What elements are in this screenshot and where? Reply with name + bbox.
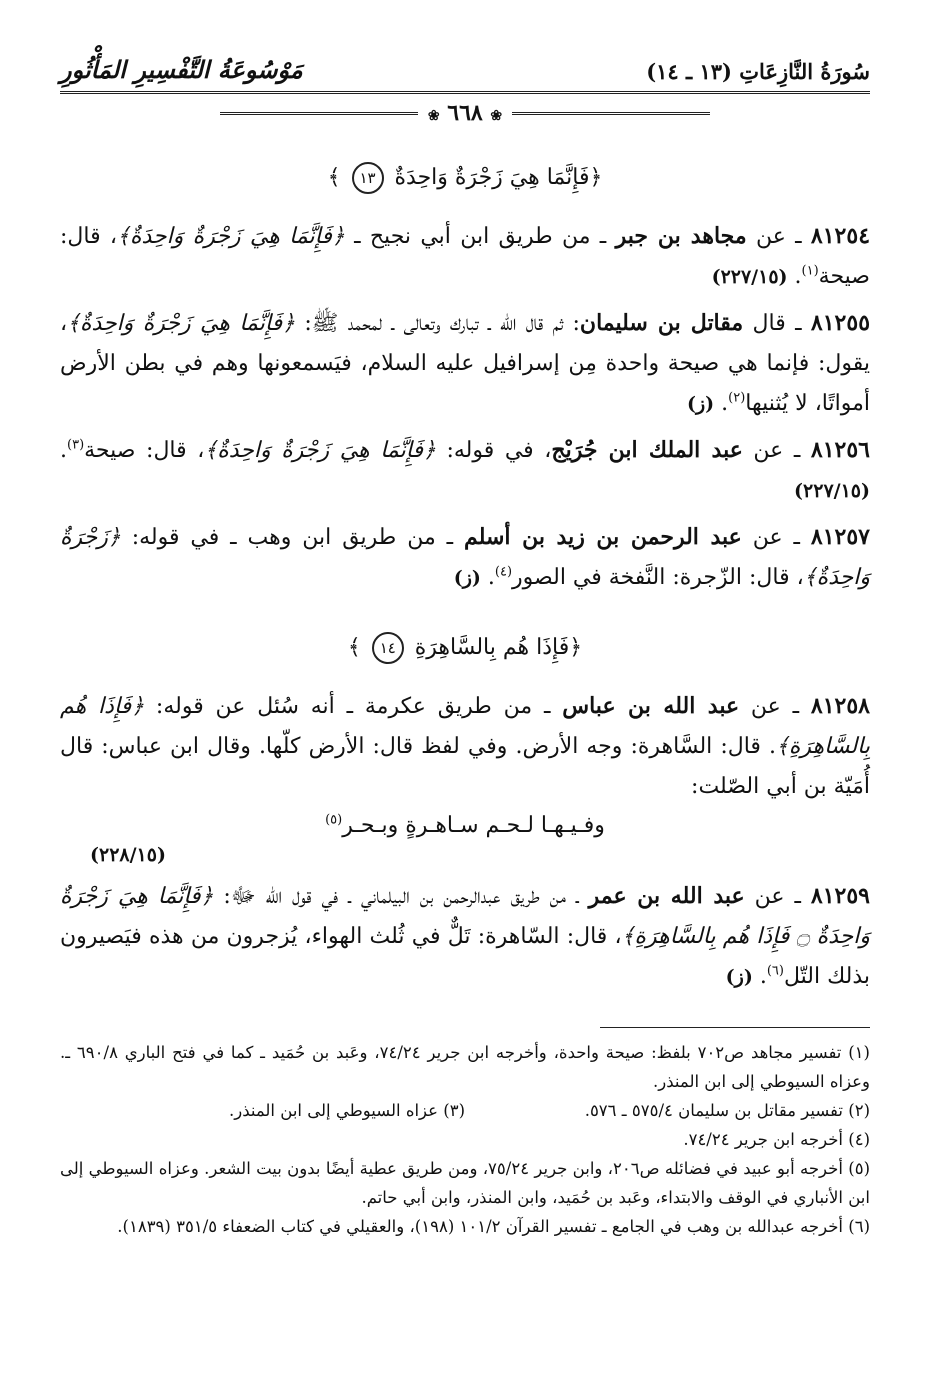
- footnote-3: (٣) عزاه السيوطي إلى ابن المنذر.: [229, 1101, 465, 1120]
- footnote-separator: [600, 1027, 870, 1028]
- footnote-marker[interactable]: (١): [801, 263, 819, 279]
- narration-entry: [60, 216, 870, 297]
- narration-entry: [60, 876, 870, 997]
- page-number-row: [60, 98, 870, 128]
- ornament-icon: ❀: [427, 108, 440, 124]
- entry-text: .: [714, 391, 729, 416]
- footnote-6: (٦) أخرجه عبدالله بن وهب في الجامع ـ تفسير القرآن ١٠١/٢ (١٩٨)، والعقيلي في كتاب الضعفاء ٣٥١/٥ (١٨٣٩).: [117, 1217, 870, 1236]
- narrator-name: عبد الملك ابن جُرَيْج: [551, 437, 743, 463]
- footnote-marker[interactable]: (٥): [325, 812, 343, 828]
- verse-text: ﴿فَإِذَا هُم بِالسَّاهِرَةِ: [414, 635, 583, 660]
- entry-text: ـ من طريق عكرمة ـ أنه سُئل عن قوله:: [144, 694, 563, 719]
- verse-close: ﴾: [347, 635, 361, 660]
- footnote-marker[interactable]: (٤): [494, 564, 513, 580]
- verse-number-badge: ١٤: [372, 632, 404, 664]
- poetry-verse: [60, 813, 870, 838]
- entry-intro: ـ عن: [744, 884, 811, 909]
- quran-quote: ﴿فَإِنَّمَا هِيَ زَجْرَةٌ وَاحِدَةٌ﴾: [117, 224, 345, 249]
- footnotes: [60, 1038, 870, 1241]
- footnote-4: (٤) أخرجه ابن جرير ٧٤/٢٤.: [683, 1130, 870, 1149]
- entry-text: . قال: السَّاهرة: وجه الأرض. وفي لفظ قال: الأرض كلّها. وقال ابن عباس: قال أُمَيّة بن أبي الصّلت:: [60, 734, 870, 799]
- source-reference: (٢٢٧/١٥): [794, 480, 870, 502]
- narrator-name: عبد الله بن عمر: [588, 883, 745, 909]
- entry-intro: ـ عن: [741, 525, 811, 550]
- footnote-marker[interactable]: (٣): [67, 437, 85, 453]
- footnote-marker[interactable]: (٦): [766, 963, 784, 979]
- entry-number: ٨١٢٥٥: [810, 310, 871, 336]
- entry-text: .: [480, 565, 495, 590]
- entry-text: ـ من طريق عبدالرحمن بن البيلماني ـ في قول الله ﷻ:: [213, 884, 589, 909]
- page-number: [418, 100, 512, 126]
- entry-text: ـ من طريق ابن أبي نجيح ـ: [344, 224, 616, 249]
- narration-entry: [60, 303, 870, 424]
- entry-text: ، قال: صيحة: [84, 438, 205, 463]
- entry-intro: ـ قال: [743, 311, 811, 336]
- page-number-text: ٦٦٨: [447, 100, 483, 126]
- quran-quote: ﴿فَإِنَّمَا هِيَ زَجْرَةٌ وَاحِدَةٌ﴾: [204, 438, 436, 463]
- quran-quote: ﴿زَجْرَةٌ وَاحِدَةٌ﴾: [60, 525, 870, 590]
- source-reference: (٢٢٨/١٥): [90, 844, 166, 866]
- footnote-marker[interactable]: (٢): [728, 390, 746, 406]
- entry-number: ٨١٢٥٩: [810, 883, 870, 909]
- entry-text: ، يقول: فإنما هي صيحة واحدة مِن إسرافيل عليه السلام، فيَسمعونها وهم في بطن الأرض أمواتًا، لا يُثنيها: [60, 311, 870, 416]
- entry-intro: ـ عن: [746, 224, 811, 249]
- entry-number: ٨١٢٥٦: [810, 437, 870, 463]
- narrator-name: عبد الرحمن بن زيد بن أسلم: [464, 524, 742, 550]
- entry-intro: ـ عن: [739, 694, 811, 719]
- entry-text: ، قال: صيحة: [60, 224, 870, 289]
- header-surah-title: سُورَةُ النَّازِعَاتِ (١٣ ـ ١٤): [646, 59, 870, 84]
- narration-entry: [60, 686, 870, 807]
- entry-text: ـ من طريق ابن وهب ـ في قوله:: [120, 525, 465, 550]
- entry-text: : ثم قال الله ـ تبارك وتعالى ـ لمحمد ﷺ:: [294, 311, 580, 336]
- narrator-name: عبد الله بن عباس: [562, 693, 740, 719]
- entry-text: ، في قوله:: [435, 438, 552, 463]
- verse-text: ﴿فَإِنَّمَا هِيَ زَجْرَةٌ وَاحِدَةٌ: [394, 165, 603, 190]
- entry-number: ٨١٢٥٨: [810, 693, 870, 719]
- narrator-name: مجاهد بن جبر: [615, 223, 747, 249]
- footnote-5: (٥) أخرجه أبو عبيد في فضائله ص٢٠٦، وابن جرير ٧٥/٢٤، ومن طريق عطية أيضًا بدون بيت الشعر. وعزاه السيوطي إلى ابن الأنباري في الوقف والابتداء، وعَبد بن حُمَيد، وابن المنذر، وابن أبي حاتم.: [60, 1159, 871, 1207]
- entry-text: ، قال: الزّجرة: النَّفخة في الصور: [512, 565, 804, 590]
- source-reference: (٢٢٧/١٥): [711, 266, 788, 288]
- entry-number: ٨١٢٥٤: [810, 223, 871, 249]
- poem-line: وفـيـهـا لـحـم سـاهـرةٍ وبـحـر: [342, 813, 605, 838]
- source-reference: (ز): [686, 393, 715, 415]
- source-reference: (ز): [725, 966, 753, 988]
- entry-number: ٨١٢٥٧: [810, 524, 870, 550]
- running-header: [60, 55, 870, 94]
- quran-quote: ﴿فَإِنَّمَا هِيَ زَجْرَةٌ وَاحِدَةٌ ۝ فَإِذَا هُم بِالسَّاهِرَةِ﴾: [60, 884, 871, 949]
- entry-text: .: [60, 438, 67, 463]
- verse-close: ﴾: [327, 165, 341, 190]
- page: [60, 55, 870, 1241]
- quran-quote: ﴿فَإِنَّمَا هِيَ زَجْرَةٌ وَاحِدَةٌ﴾: [67, 311, 295, 336]
- ornament-icon: ❀: [490, 108, 503, 124]
- footnote-2: (٢) تفسير مقاتل بن سليمان ٥٧٥/٤ ـ ٥٧٦.: [584, 1101, 870, 1120]
- verse-heading: [60, 162, 870, 194]
- footnote-row: [60, 1096, 870, 1125]
- verse-number-badge: ١٣: [352, 162, 384, 194]
- footnote-1: (١) تفسير مجاهد ص٧٠٢ بلفظ: صيحة واحدة، وأخرجه ابن جرير ٧٤/٢٤، وعَبد بن حُمَيد ـ كما في فتح الباري ٦٩٠/٨ ـ. وعزاه السيوطي إلى ابن المنذر.: [60, 1043, 870, 1091]
- entry-text: .: [752, 964, 767, 989]
- narrator-name: مقاتل بن سليمان: [579, 310, 744, 336]
- narration-entry: [60, 430, 870, 511]
- narration-entry: [60, 517, 870, 598]
- quran-quote: ﴿فَإِذَا هُم بِالسَّاهِرَةِ﴾: [60, 694, 870, 759]
- verse-heading: [60, 632, 870, 664]
- entry-intro: ـ عن: [742, 438, 811, 463]
- header-book-title: مَوْسُوعَةُ التَّفْسِيرِ المَأْثُورِ: [60, 55, 303, 84]
- entry-text: ، قال: السّاهرة: تَلٌّ في ثُلث الهواء، يُزجرون من هذه فيَصيرون بذلك التّل: [60, 924, 870, 989]
- entry-text: .: [787, 264, 802, 289]
- source-reference: (ز): [453, 567, 481, 589]
